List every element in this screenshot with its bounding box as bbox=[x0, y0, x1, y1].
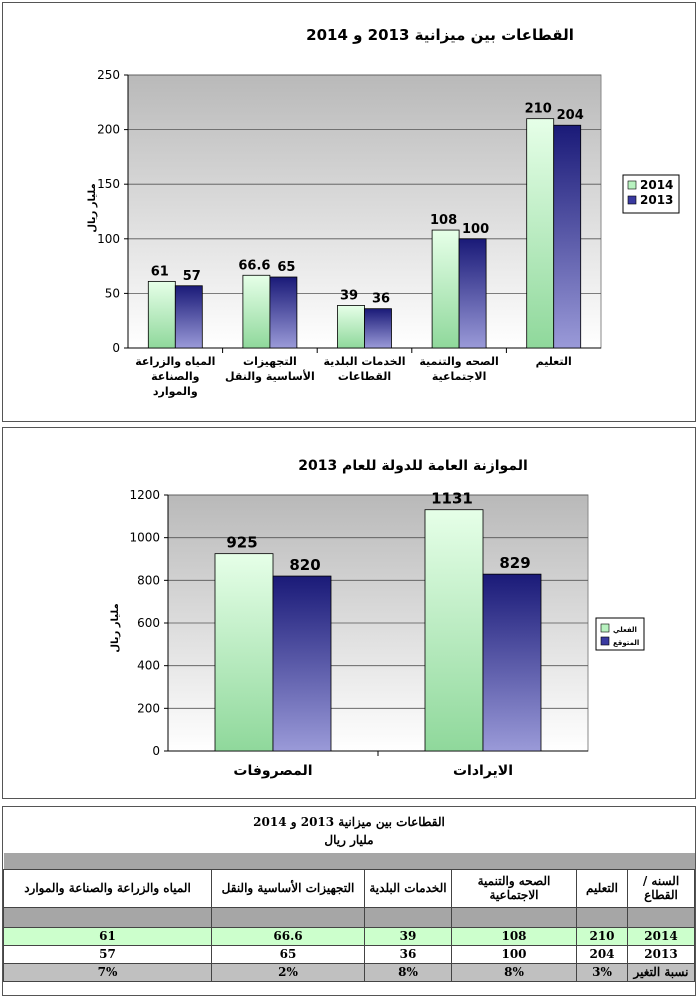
table-header-row bbox=[4, 869, 695, 907]
bar-2013 bbox=[554, 125, 581, 348]
data-label: 39 bbox=[339, 288, 359, 304]
header-water: المياه والزراعة والصناعة والموارد bbox=[4, 869, 212, 907]
bar-الفعلي bbox=[425, 510, 483, 751]
cell-value: 61 bbox=[4, 927, 212, 945]
sector-chart bbox=[3, 3, 695, 421]
data-label: 1131 bbox=[431, 489, 473, 508]
cell-value: 8% bbox=[452, 963, 577, 981]
bar-2014 bbox=[338, 305, 365, 348]
cell-value: 66.6 bbox=[212, 927, 365, 945]
budget-chart bbox=[3, 428, 695, 798]
cell-value: 2% bbox=[212, 963, 365, 981]
y-tick-label: 400 bbox=[137, 658, 160, 673]
y-tick-label: 600 bbox=[137, 616, 160, 630]
data-label: 57 bbox=[182, 268, 201, 284]
cell-year: 2013 bbox=[628, 945, 695, 963]
y-tick-label: 1000 bbox=[129, 530, 160, 545]
header-infrastructure: التجهيزات الأساسية والنقل bbox=[212, 869, 365, 907]
table-gray-row bbox=[4, 907, 695, 927]
y-axis-label: مليار ريال bbox=[87, 183, 98, 233]
bar-2013 bbox=[270, 277, 297, 348]
category-label: الصحه والتنمية bbox=[419, 355, 499, 368]
cell-value: 39 bbox=[365, 927, 452, 945]
table-row bbox=[4, 963, 695, 981]
sector-table-panel bbox=[2, 806, 696, 996]
category-label: الاجتماعية bbox=[431, 370, 487, 383]
cell-value: 100 bbox=[452, 945, 577, 963]
cell-value: 7% bbox=[4, 963, 212, 981]
data-label: 204 bbox=[556, 108, 584, 124]
cell-value: 8% bbox=[365, 963, 452, 981]
data-label: 210 bbox=[524, 101, 552, 117]
data-label: 820 bbox=[289, 556, 321, 575]
data-label: 65 bbox=[277, 260, 296, 276]
y-tick-label: 200 bbox=[97, 122, 120, 137]
category-label: المياه والزراعة bbox=[135, 355, 216, 368]
category-label: التجهيزات bbox=[243, 355, 297, 368]
cell-year: 2014 bbox=[628, 927, 695, 945]
y-tick-label: 100 bbox=[97, 231, 120, 246]
bar-المتوقع bbox=[273, 576, 331, 751]
cell-value: 204 bbox=[577, 945, 628, 963]
header-health: الصحه والتنمية الاجتماعية bbox=[452, 869, 577, 907]
legend-label: 2014 bbox=[640, 178, 674, 192]
category-label: الخدمات البلدية bbox=[323, 355, 406, 368]
legend-label: 2013 bbox=[640, 193, 674, 207]
budget-chart-panel bbox=[2, 427, 696, 799]
bar-2013 bbox=[175, 286, 202, 348]
legend-label: الفعلي bbox=[613, 626, 637, 634]
category-label: القطاعات bbox=[337, 370, 392, 383]
header-municipal: الخدمات البلدية bbox=[365, 869, 452, 907]
category-label: والموارد bbox=[152, 385, 198, 398]
category-label: والصناعة bbox=[151, 370, 200, 383]
data-label: 100 bbox=[462, 221, 490, 237]
cell-change-label: نسبة التغير bbox=[628, 963, 695, 981]
legend-swatch bbox=[601, 624, 609, 632]
bar-2013 bbox=[459, 239, 486, 348]
y-tick-label: 150 bbox=[97, 177, 120, 192]
bar-2013 bbox=[365, 309, 392, 348]
category-label: التعليم bbox=[535, 355, 572, 368]
category-label: المصروفات bbox=[233, 763, 313, 779]
category-label: الأساسية والنقل bbox=[225, 370, 315, 383]
data-label: 66.6 bbox=[238, 258, 271, 274]
data-label: 925 bbox=[226, 533, 258, 552]
bar-الفعلي bbox=[215, 554, 273, 751]
bar-2014 bbox=[243, 275, 270, 348]
chart-title: القطاعات بين ميزانية 2013 و 2014 bbox=[306, 26, 574, 44]
table-gray-band bbox=[4, 853, 695, 869]
y-tick-label: 0 bbox=[152, 744, 160, 758]
header-year-sector: السنه / القطاع bbox=[628, 869, 695, 907]
y-tick-label: 50 bbox=[104, 286, 120, 301]
bar-2014 bbox=[148, 281, 175, 348]
cell-value: 65 bbox=[212, 945, 365, 963]
y-tick-label: 1200 bbox=[129, 488, 160, 502]
data-label: 108 bbox=[430, 213, 458, 229]
sector-table bbox=[3, 853, 695, 982]
bar-المتوقع bbox=[483, 574, 541, 751]
table-title: القطاعات بين ميزانية 2013 و 2014 bbox=[253, 815, 445, 829]
y-tick-label: 200 bbox=[137, 701, 160, 716]
bar-2014 bbox=[432, 230, 459, 348]
data-label: 829 bbox=[499, 554, 531, 573]
data-label: 36 bbox=[371, 291, 391, 307]
table-row bbox=[4, 927, 695, 945]
legend-swatch bbox=[601, 637, 609, 645]
cell-value: 108 bbox=[452, 927, 577, 945]
legend-label: المتوقع bbox=[613, 639, 640, 647]
cell-value: 36 bbox=[365, 945, 452, 963]
data-label: 61 bbox=[150, 264, 169, 280]
sector-chart-panel bbox=[2, 2, 696, 422]
cell-value: 210 bbox=[577, 927, 628, 945]
table-row bbox=[4, 945, 695, 963]
y-tick-label: 0 bbox=[112, 341, 120, 355]
y-tick-label: 250 bbox=[97, 68, 120, 82]
legend-swatch bbox=[628, 196, 636, 204]
table-unit: مليار ريال bbox=[324, 833, 374, 847]
y-axis-label: مليار ريال bbox=[110, 603, 121, 653]
bar-2014 bbox=[527, 119, 554, 348]
category-label: الايرادات bbox=[452, 763, 514, 779]
chart-title: الموازنة العامة للدولة للعام 2013 bbox=[298, 458, 528, 474]
cell-value: 57 bbox=[4, 945, 212, 963]
legend-swatch bbox=[628, 181, 636, 189]
header-education: التعليم bbox=[577, 869, 628, 907]
cell-value: 3% bbox=[577, 963, 628, 981]
y-tick-label: 800 bbox=[137, 573, 160, 588]
